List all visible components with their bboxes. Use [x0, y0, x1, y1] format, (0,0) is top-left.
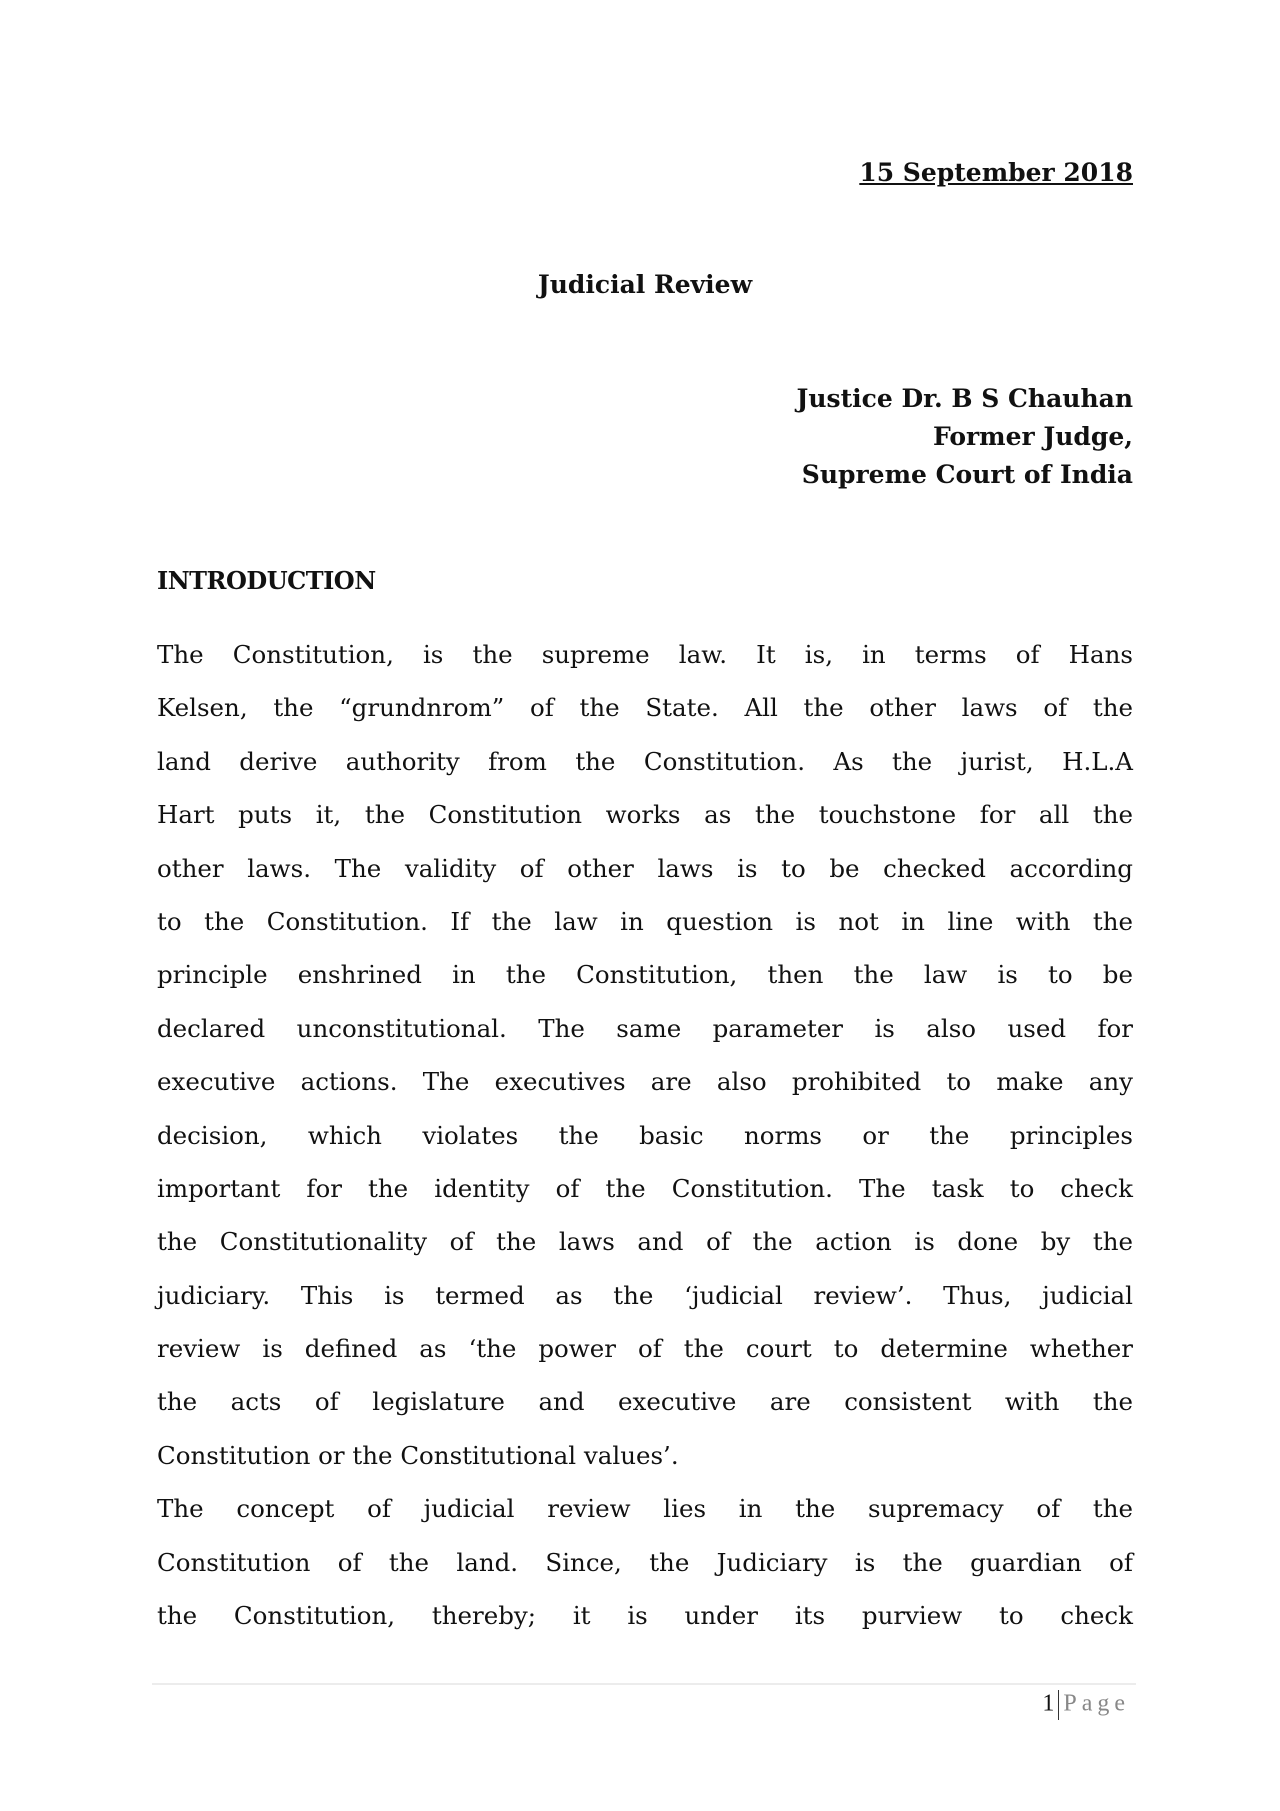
document-title: Judicial Review — [537, 270, 753, 299]
section-heading: INTRODUCTION — [157, 566, 376, 595]
page-footer — [1042, 1690, 1130, 1720]
body-line: decision, which violates the basic norms or the principles — [157, 1120, 1133, 1150]
body-line: Constitution of the land. Since, the Judiciary is the guardian of — [157, 1547, 1133, 1577]
body-line: the acts of legislature and executive are consistent with the — [157, 1387, 1133, 1417]
footer-separator — [1058, 1690, 1059, 1720]
body-line: the Constitution, thereby; it is under its purview to check — [157, 1601, 1133, 1631]
body-line: judiciary. This is termed as the ‘judicial review’. Thus, judicial — [157, 1280, 1133, 1310]
body-line: The concept of judicial review lies in the supremacy of the — [157, 1494, 1133, 1524]
body-line: executive actions. The executives are also prohibited to make any — [157, 1067, 1133, 1097]
document-date: 15 September 2018 — [859, 158, 1133, 187]
body-line: Hart puts it, the Constitution works as the touchstone for all the — [157, 800, 1133, 830]
body-line: the Constitutionality of the laws and of the action is done by the — [157, 1227, 1133, 1257]
body-line: to the Constitution. If the law in question is not in line with the — [157, 906, 1133, 936]
body-line: Constitution or the Constitutional values’. — [157, 1440, 679, 1470]
body-line: principle enshrined in the Constitution, then the law is to be — [157, 960, 1133, 990]
body-line: other laws. The validity of other laws is to be checked according — [157, 853, 1133, 883]
author-position: Former Judge, — [932, 422, 1133, 451]
body-line: review is defined as ‘the power of the court to determine whether — [157, 1334, 1133, 1364]
author-court: Supreme Court of India — [801, 460, 1133, 489]
body-line: land derive authority from the Constitution. As the jurist, H.L.A — [157, 746, 1133, 776]
author-block — [796, 380, 1133, 494]
body-line: The Constitution, is the supreme law. It is, in terms of Hans — [157, 640, 1133, 669]
body-line: important for the identity of the Constitution. The task to check — [157, 1173, 1133, 1203]
body-text — [157, 628, 1133, 1642]
page-number: 1 — [1042, 1690, 1055, 1717]
footer-divider — [152, 1683, 1136, 1685]
body-line: declared unconstitutional. The same parameter is also used for — [157, 1013, 1133, 1043]
page-label: Page — [1063, 1690, 1130, 1717]
body-line: Kelsen, the “grundnrom” of the State. All the other laws of the — [157, 693, 1133, 723]
author-name: Justice Dr. B S Chauhan — [796, 384, 1133, 413]
